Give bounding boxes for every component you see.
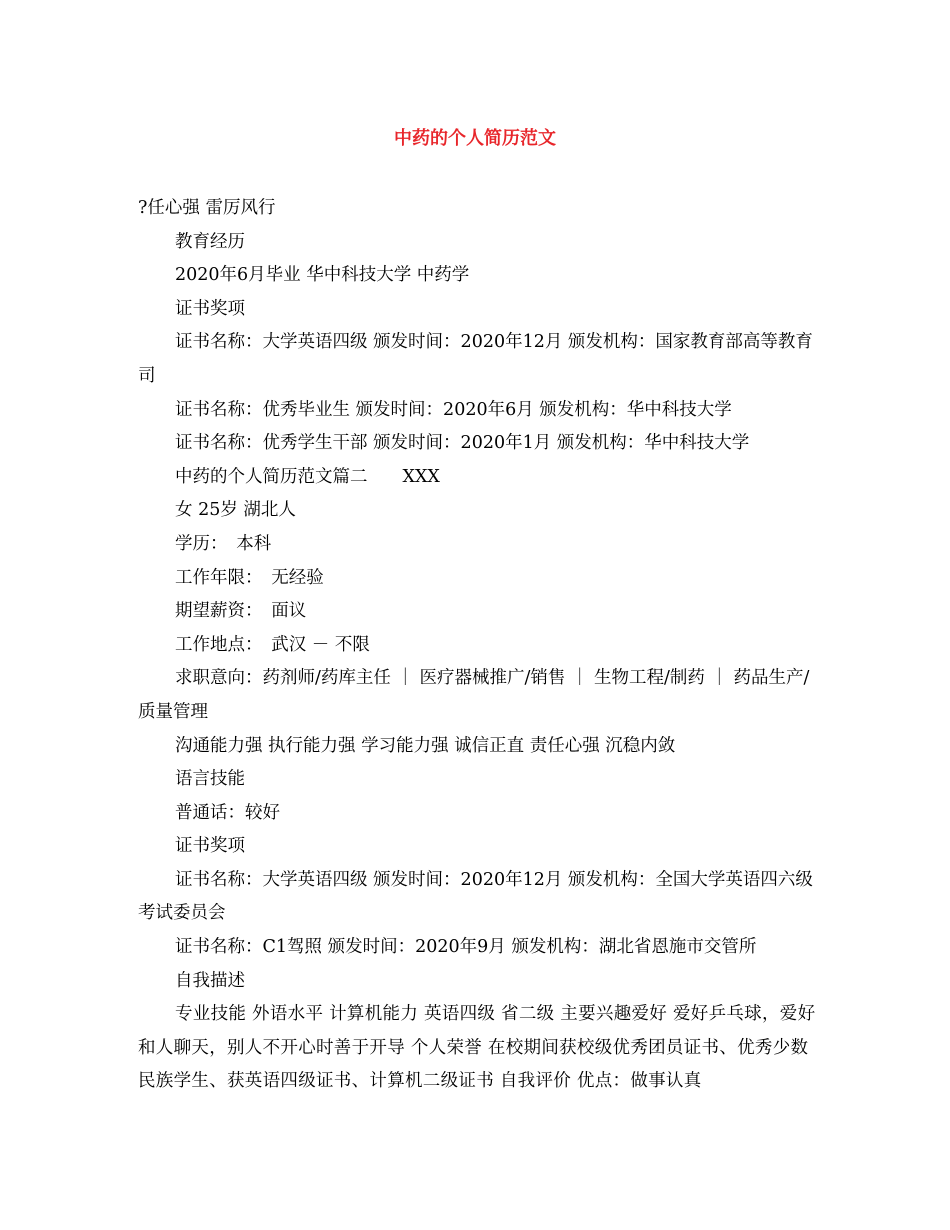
section-heading-self-description: 自我描述 <box>175 970 245 991</box>
expected-salary: 期望薪资： 面议 <box>175 601 307 622</box>
document-title: 中药的个人简历范文 <box>394 128 556 149</box>
section-heading-language: 语言技能 <box>175 769 245 790</box>
personal-info: 女 25岁 湖北人 <box>175 500 296 521</box>
section-heading-certificates: 证书奖项 <box>175 298 245 319</box>
self-description-paragraph: 专业技能 外语水平 计算机能力 英语四级 省二级 主要兴趣爱好 爱好乒乓球，爱好和人聊天，别人不开心时善于开导 个人荣誉 在校期间获校级优秀团员证书、优秀少数民族学生、获英语四级证书、计算机二级证书 自我评价 优点：做事认真 <box>138 1004 816 1092</box>
abilities: 沟通能力强 执行能力强 学习能力强 诚信正直 责任心强 沉稳内敛 <box>175 735 676 756</box>
intro-line: ?任心强 雷厉风行 <box>138 198 276 218</box>
work-years: 工作年限： 无经验 <box>175 567 324 588</box>
certificate-entry: 证书名称：优秀毕业生 颁发时间：2020年6月 颁发机构：华中科技大学 <box>175 399 732 420</box>
language-skill: 普通话：较好 <box>175 802 280 823</box>
education-entry: 2020年6月毕业 华中科技大学 中药学 <box>175 265 470 286</box>
resume-two-heading: 中药的个人简历范文篇二 XXX <box>175 466 440 487</box>
job-intention: 求职意向：药剂师/药库主任 ｜ 医疗器械推广/销售 ｜ 生物工程/制药 ｜ 药品生产/质量管理 <box>138 668 810 722</box>
education-level: 学历： 本科 <box>175 533 272 554</box>
section-heading-education: 教育经历 <box>175 231 245 252</box>
certificate-entry: 证书名称：大学英语四级 颁发时间：2020年12月 颁发机构：全国大学英语四六级考试委员会 <box>138 869 813 924</box>
section-heading-certificates-2: 证书奖项 <box>175 836 245 857</box>
certificate-entry: 证书名称：C1驾照 颁发时间：2020年9月 颁发机构：湖北省恩施市交管所 <box>175 937 757 958</box>
document-body <box>138 192 818 1099</box>
certificate-entry: 证书名称：优秀学生干部 颁发时间：2020年1月 颁发机构：华中科技大学 <box>175 433 750 454</box>
work-location: 工作地点： 武汉 － 不限 <box>175 634 370 655</box>
certificate-entry: 证书名称：大学英语四级 颁发时间：2020年12月 颁发机构：国家教育部高等教育司 <box>138 332 813 386</box>
